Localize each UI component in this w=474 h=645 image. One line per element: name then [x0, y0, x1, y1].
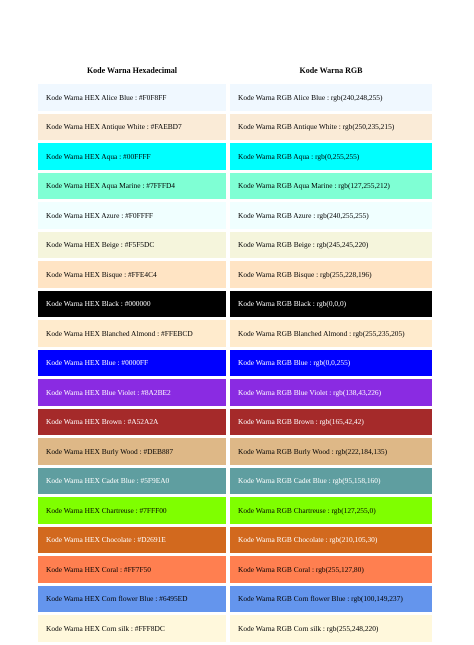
hex-cell: Kode Warna HEX Corn silk : #FFF8DC [38, 615, 226, 642]
header-hex: Kode Warna Hexadecimal [86, 65, 178, 75]
hex-cell: Kode Warna HEX Corn flower Blue : #6495ED [38, 586, 226, 613]
hex-cell: Kode Warna HEX Aqua Marine : #7FFFD4 [38, 173, 226, 200]
table-row [38, 232, 432, 259]
hex-cell: Kode Warna HEX Chartreuse : #7FFF00 [38, 497, 226, 524]
rgb-cell: Kode Warna RGB Azure : rgb(240,255,255) [230, 202, 432, 229]
header-rgb: Kode Warna RGB [299, 65, 363, 75]
hex-cell: Kode Warna HEX Azure : #F0FFFF [38, 202, 226, 229]
table-row [38, 438, 432, 465]
hex-cell: Kode Warna HEX Blue : #0000FF [38, 350, 226, 377]
table-row [38, 114, 432, 141]
table-row [38, 556, 432, 583]
rgb-cell: Kode Warna RGB Burly Wood : rgb(222,184,135) [230, 438, 432, 465]
rgb-cell: Kode Warna RGB Aqua : rgb(0,255,255) [230, 143, 432, 170]
hex-cell: Kode Warna HEX Beige : #F5F5DC [38, 232, 226, 259]
table-header [38, 56, 432, 84]
rgb-cell: Kode Warna RGB Chocolate : rgb(210,105,30) [230, 527, 432, 554]
rgb-cell: Kode Warna RGB Blanched Almond : rgb(255,235,205) [230, 320, 432, 347]
hex-cell: Kode Warna HEX Antique White : #FAEBD7 [38, 114, 226, 141]
rgb-cell: Kode Warna RGB Blue : rgb(0,0,255) [230, 350, 432, 377]
hex-cell: Kode Warna HEX Cadet Blue : #5F9EA0 [38, 468, 226, 495]
table-row [38, 468, 432, 495]
rgb-cell: Kode Warna RGB Corn flower Blue : rgb(100,149,237) [230, 586, 432, 613]
rgb-cell: Kode Warna RGB Bisque : rgb(255,228,196) [230, 261, 432, 288]
table-row [38, 261, 432, 288]
rgb-cell: Kode Warna RGB Black : rgb(0,0,0) [230, 291, 432, 318]
table-row [38, 202, 432, 229]
hex-cell: Kode Warna HEX Alice Blue : #F0F8FF [38, 84, 226, 111]
hex-cell: Kode Warna HEX Blue Violet : #8A2BE2 [38, 379, 226, 406]
hex-cell: Kode Warna HEX Chocolate : #D2691E [38, 527, 226, 554]
rgb-cell: Kode Warna RGB Brown : rgb(165,42,42) [230, 409, 432, 436]
hex-cell: Kode Warna HEX Burly Wood : #DEB887 [38, 438, 226, 465]
hex-cell: Kode Warna HEX Blanched Almond : #FFEBCD [38, 320, 226, 347]
rgb-cell: Kode Warna RGB Antique White : rgb(250,235,215) [230, 114, 432, 141]
table-row [38, 143, 432, 170]
rgb-cell: Kode Warna RGB Corn silk : rgb(255,248,220) [230, 615, 432, 642]
hex-cell: Kode Warna HEX Bisque : #FFE4C4 [38, 261, 226, 288]
color-code-table [38, 56, 432, 645]
table-row [38, 409, 432, 436]
table-body [38, 84, 432, 642]
table-row [38, 379, 432, 406]
table-row [38, 586, 432, 613]
rgb-cell: Kode Warna RGB Coral : rgb(255,127,80) [230, 556, 432, 583]
rgb-cell: Kode Warna RGB Chartreuse : rgb(127,255,0) [230, 497, 432, 524]
rgb-cell: Kode Warna RGB Cadet Blue : rgb(95,158,160) [230, 468, 432, 495]
hex-cell: Kode Warna HEX Black : #000000 [38, 291, 226, 318]
rgb-cell: Kode Warna RGB Alice Blue : rgb(240,248,255) [230, 84, 432, 111]
rgb-cell: Kode Warna RGB Beige : rgb(245,245,220) [230, 232, 432, 259]
rgb-cell: Kode Warna RGB Aqua Marine : rgb(127,255,212) [230, 173, 432, 200]
table-row [38, 320, 432, 347]
hex-cell: Kode Warna HEX Coral : #FF7F50 [38, 556, 226, 583]
table-row [38, 173, 432, 200]
table-row [38, 291, 432, 318]
table-row [38, 497, 432, 524]
table-row [38, 84, 432, 111]
hex-cell: Kode Warna HEX Brown : #A52A2A [38, 409, 226, 436]
table-row [38, 527, 432, 554]
table-row [38, 615, 432, 642]
table-row [38, 350, 432, 377]
rgb-cell: Kode Warna RGB Blue Violet : rgb(138,43,226) [230, 379, 432, 406]
hex-cell: Kode Warna HEX Aqua : #00FFFF [38, 143, 226, 170]
